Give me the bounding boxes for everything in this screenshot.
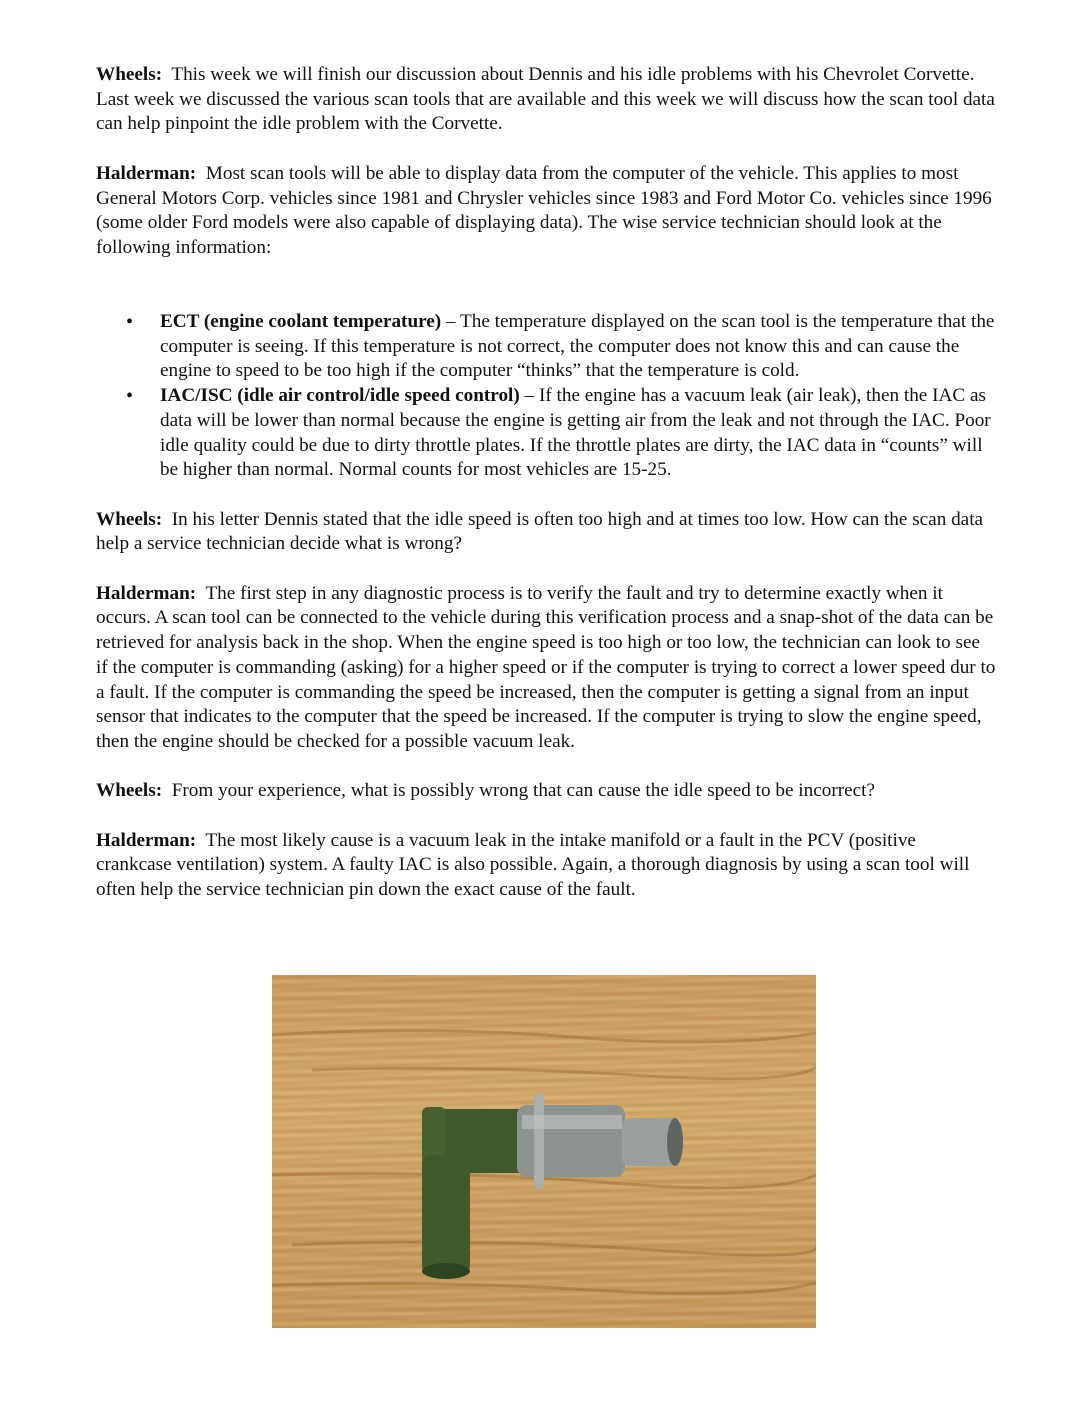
- bullet-term: IAC/ISC (idle air control/idle speed control): [160, 385, 520, 407]
- speaker: Wheels:: [96, 780, 163, 802]
- document-body: [96, 63, 996, 927]
- paragraph-halderman-cause: [96, 829, 996, 903]
- paragraph-text: The first step in any diagnostic process is to verify the fault and try to determine exactly when it occurs. A scan tool can be connected to the vehicle during this verification process and a snap-shot of the data can be retrieved for analysis back in the shop. When the engine speed is too high or too low, the technician can look to see if the computer is commanding (asking) for a higher speed or if the computer is trying to correct a lower speed dur to a fault. If the computer is commanding the speed be increased, then the computer is getting a signal from an input sensor that indicates to the computer that the speed be increased. If the computer is trying to slow the engine speed, then the engine should be checked for a possible vacuum leak.: [96, 582, 996, 752]
- list-item-ect: [96, 310, 996, 384]
- bullet-term: ECT (engine coolant temperature): [160, 310, 442, 332]
- pcv-valve-photo: [272, 975, 816, 1328]
- speaker: Wheels:: [96, 508, 163, 530]
- bullet-text: – The temperature displayed on the scan tool is the temperature that the computer is seeing. If this temperature is not correct, the computer does not know this and can cause the engine to speed to be too high if the computer “thinks” that the temperature is cold.: [160, 310, 995, 382]
- paragraph-text: This week we will finish our discussion about Dennis and his idle problems with his Chevrolet Corvette. Last week we discussed the various scan tools that are available and this week we will discuss how the scan tool data can help pinpoint the idle problem with the Corvette.: [96, 64, 995, 135]
- paragraph-halderman-diagnostic: [96, 582, 996, 755]
- bullet-text: – If the engine has a vacuum leak (air leak), then the IAC as data will be lower than normal because the engine is getting air from the leak and not through the IAC. Poor idle quality could be due to dirty throttle plates. If the throttle plates are dirty, the IAC data in “counts” will be higher than normal. Normal counts for most vehicles are 15-25.: [160, 385, 991, 481]
- speaker: Halderman:: [96, 829, 197, 851]
- paragraph-text: In his letter Dennis stated that the idle speed is often too high and at times too low. How can the scan data help a service technician decide what is wrong?: [96, 508, 984, 555]
- speaker: Wheels:: [96, 64, 163, 85]
- paragraph-wheels-intro: [96, 63, 996, 137]
- pcv-valve-illustration: [272, 975, 816, 1328]
- list-item-iac: [96, 384, 996, 483]
- paragraph-text: Most scan tools will be able to display data from the computer of the vehicle. This applies to most General Motors Corp. vehicles since 1981 and Chrysler vehicles since 1983 and Ford Motor Co. vehicles since 1996 (some older Ford models were also capable of displaying data). The wise service technician should look at the following information:: [96, 162, 992, 258]
- paragraph-halderman-scan-tools: [96, 162, 996, 261]
- paragraph-text: From your experience, what is possibly wrong that can cause the idle speed to be incorrect?: [171, 780, 876, 802]
- speaker: Halderman:: [96, 582, 197, 604]
- info-list: [96, 310, 996, 483]
- paragraph-wheels-question: [96, 508, 996, 557]
- paragraph-text: The most likely cause is a vacuum leak in the intake manifold or a fault in the PCV (positive crankcase ventilation) system. A faulty IAC is also possible. Again, a thorough diagnosis by using a scan tool will often help the service technician pin down the exact cause of the fault.: [96, 829, 970, 901]
- speaker: Halderman:: [96, 162, 197, 184]
- paragraph-wheels-experience: [96, 779, 996, 804]
